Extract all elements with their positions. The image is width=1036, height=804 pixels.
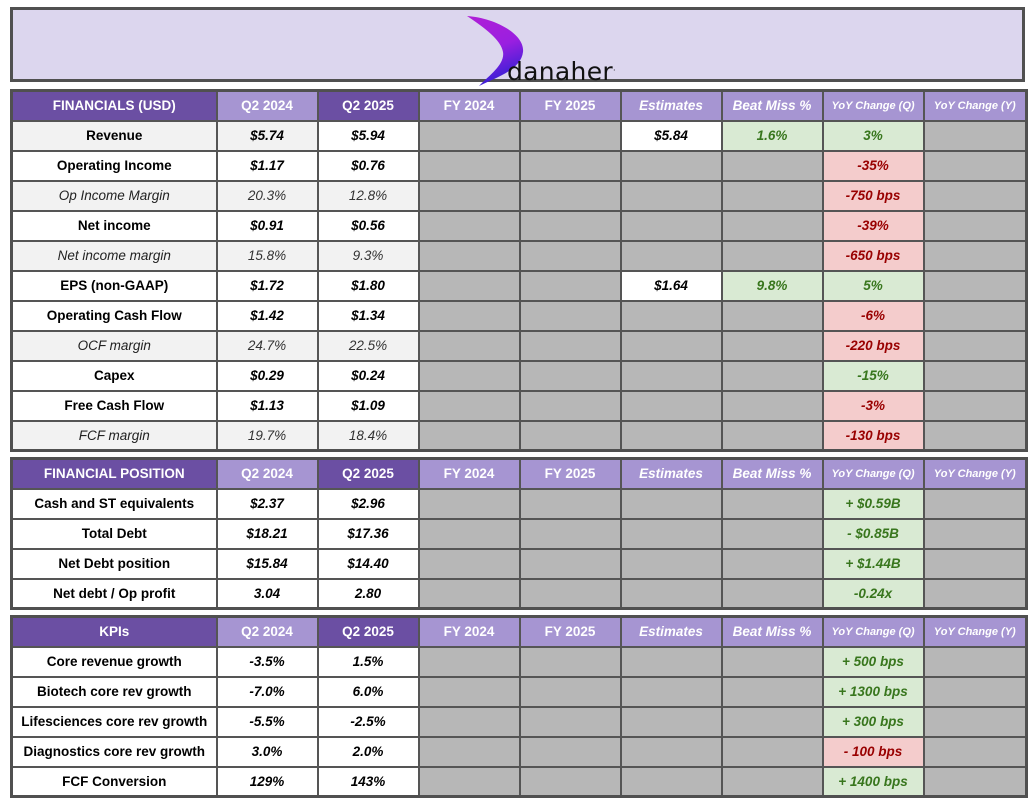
- empty-cell: [722, 391, 823, 421]
- empty-cell: [722, 151, 823, 181]
- empty-cell: [419, 647, 520, 677]
- empty-cell: [924, 361, 1027, 391]
- empty-cell: [924, 519, 1027, 549]
- cell-yoy-q: -6%: [823, 301, 924, 331]
- cell-value: $2.37: [217, 489, 318, 519]
- empty-cell: [722, 211, 823, 241]
- row-label: FCF Conversion: [12, 767, 217, 797]
- section-title: KPIs: [12, 617, 217, 647]
- table-row: [12, 361, 1027, 391]
- cell-yoy-q: - 100 bps: [823, 737, 924, 767]
- cell-value: $1.09: [318, 391, 419, 421]
- cell-yoy-q: + 1300 bps: [823, 677, 924, 707]
- cell-value: $14.40: [318, 549, 419, 579]
- cell-yoy-q: - $0.85B: [823, 519, 924, 549]
- empty-cell: [419, 331, 520, 361]
- table-header-row: [12, 617, 1027, 647]
- cell-beat: 1.6%: [722, 121, 823, 151]
- row-label: Lifesciences core rev growth: [12, 707, 217, 737]
- empty-cell: [722, 737, 823, 767]
- cell-beat: 9.8%: [722, 271, 823, 301]
- empty-cell: [520, 707, 621, 737]
- empty-cell: [722, 579, 823, 609]
- row-label: Capex: [12, 361, 217, 391]
- row-label: EPS (non-GAAP): [12, 271, 217, 301]
- empty-cell: [722, 241, 823, 271]
- cell-value: 2.0%: [318, 737, 419, 767]
- empty-cell: [924, 579, 1027, 609]
- col-q2-2025: Q2 2025: [318, 91, 419, 121]
- empty-cell: [520, 647, 621, 677]
- row-label: Cash and ST equivalents: [12, 489, 217, 519]
- empty-cell: [722, 549, 823, 579]
- cell-yoy-q: + 500 bps: [823, 647, 924, 677]
- empty-cell: [621, 151, 722, 181]
- col-estimates: Estimates: [621, 617, 722, 647]
- empty-cell: [621, 677, 722, 707]
- row-label: FCF margin: [12, 421, 217, 451]
- empty-cell: [419, 271, 520, 301]
- empty-cell: [924, 707, 1027, 737]
- empty-cell: [621, 549, 722, 579]
- cell-yoy-q: -650 bps: [823, 241, 924, 271]
- col-fy-2025: FY 2025: [520, 617, 621, 647]
- empty-cell: [621, 391, 722, 421]
- cell-estimate: $1.64: [621, 271, 722, 301]
- brand-wordmark: danaher.: [507, 57, 616, 86]
- cell-estimate: $5.84: [621, 121, 722, 151]
- empty-cell: [924, 271, 1027, 301]
- col-estimates: Estimates: [621, 459, 722, 489]
- col-beat-miss: Beat Miss %: [722, 617, 823, 647]
- table-header-row: [12, 459, 1027, 489]
- cell-value: -5.5%: [217, 707, 318, 737]
- row-label: Net Debt position: [12, 549, 217, 579]
- table-row: [12, 579, 1027, 609]
- empty-cell: [520, 677, 621, 707]
- empty-cell: [722, 301, 823, 331]
- cell-value: $5.74: [217, 121, 318, 151]
- row-label: Revenue: [12, 121, 217, 151]
- empty-cell: [419, 707, 520, 737]
- empty-cell: [621, 361, 722, 391]
- cell-yoy-q: 5%: [823, 271, 924, 301]
- table-header-row: [12, 91, 1027, 121]
- empty-cell: [520, 391, 621, 421]
- empty-cell: [621, 421, 722, 451]
- row-label: Operating Cash Flow: [12, 301, 217, 331]
- section-title: FINANCIAL POSITION: [12, 459, 217, 489]
- empty-cell: [621, 519, 722, 549]
- logo-banner: [10, 7, 1025, 86]
- empty-cell: [621, 579, 722, 609]
- col-yoy-y: YoY Change (Y): [924, 91, 1027, 121]
- empty-cell: [924, 331, 1027, 361]
- empty-cell: [621, 181, 722, 211]
- table-row: [12, 211, 1027, 241]
- empty-cell: [419, 767, 520, 797]
- col-estimates: Estimates: [621, 91, 722, 121]
- empty-cell: [722, 331, 823, 361]
- empty-cell: [722, 647, 823, 677]
- empty-cell: [520, 489, 621, 519]
- table-row: [12, 121, 1027, 151]
- cell-value: 2.80: [318, 579, 419, 609]
- col-q2-2024: Q2 2024: [217, 617, 318, 647]
- empty-cell: [419, 579, 520, 609]
- row-label: Op Income Margin: [12, 181, 217, 211]
- row-label: Diagnostics core rev growth: [12, 737, 217, 767]
- table-row: [12, 391, 1027, 421]
- cell-value: $5.94: [318, 121, 419, 151]
- cell-value: $2.96: [318, 489, 419, 519]
- cell-value: 22.5%: [318, 331, 419, 361]
- empty-cell: [621, 489, 722, 519]
- cell-value: 3.04: [217, 579, 318, 609]
- cell-value: $18.21: [217, 519, 318, 549]
- cell-value: 6.0%: [318, 677, 419, 707]
- col-yoy-y: YoY Change (Y): [924, 617, 1027, 647]
- cell-value: $0.76: [318, 151, 419, 181]
- empty-cell: [419, 181, 520, 211]
- kpis-table: [10, 615, 1028, 798]
- cell-value: -7.0%: [217, 677, 318, 707]
- table-row: [12, 647, 1027, 677]
- cell-yoy-q: + $0.59B: [823, 489, 924, 519]
- empty-cell: [520, 331, 621, 361]
- table-row: [12, 151, 1027, 181]
- empty-cell: [520, 271, 621, 301]
- cell-yoy-q: -130 bps: [823, 421, 924, 451]
- col-yoy-q: YoY Change (Q): [823, 91, 924, 121]
- row-label: Net income margin: [12, 241, 217, 271]
- table-row: [12, 301, 1027, 331]
- col-beat-miss: Beat Miss %: [722, 459, 823, 489]
- empty-cell: [924, 181, 1027, 211]
- cell-value: $0.56: [318, 211, 419, 241]
- cell-value: 15.8%: [217, 241, 318, 271]
- financial-position-table: [10, 457, 1028, 610]
- cell-value: -2.5%: [318, 707, 419, 737]
- col-beat-miss: Beat Miss %: [722, 91, 823, 121]
- row-label: Total Debt: [12, 519, 217, 549]
- empty-cell: [924, 211, 1027, 241]
- empty-cell: [520, 181, 621, 211]
- cell-value: $1.13: [217, 391, 318, 421]
- row-label: Net debt / Op profit: [12, 579, 217, 609]
- empty-cell: [924, 549, 1027, 579]
- table-row: [12, 489, 1027, 519]
- cell-yoy-q: 3%: [823, 121, 924, 151]
- empty-cell: [924, 121, 1027, 151]
- empty-cell: [621, 331, 722, 361]
- empty-cell: [722, 421, 823, 451]
- empty-cell: [924, 421, 1027, 451]
- cell-yoy-q: -220 bps: [823, 331, 924, 361]
- empty-cell: [520, 519, 621, 549]
- empty-cell: [621, 767, 722, 797]
- table-row: [12, 421, 1027, 451]
- cell-value: $1.72: [217, 271, 318, 301]
- cell-value: $0.24: [318, 361, 419, 391]
- row-label: OCF margin: [12, 331, 217, 361]
- section-title: FINANCIALS (USD): [12, 91, 217, 121]
- empty-cell: [520, 767, 621, 797]
- col-yoy-q: YoY Change (Q): [823, 459, 924, 489]
- cell-yoy-q: -750 bps: [823, 181, 924, 211]
- empty-cell: [924, 241, 1027, 271]
- col-yoy-q: YoY Change (Q): [823, 617, 924, 647]
- cell-value: 19.7%: [217, 421, 318, 451]
- cell-value: $15.84: [217, 549, 318, 579]
- col-fy-2025: FY 2025: [520, 459, 621, 489]
- empty-cell: [419, 151, 520, 181]
- empty-cell: [520, 241, 621, 271]
- empty-cell: [419, 421, 520, 451]
- empty-cell: [621, 241, 722, 271]
- table-row: [12, 737, 1027, 767]
- empty-cell: [419, 361, 520, 391]
- empty-cell: [419, 121, 520, 151]
- empty-cell: [621, 647, 722, 677]
- table-row: [12, 331, 1027, 361]
- empty-cell: [722, 677, 823, 707]
- cell-value: 129%: [217, 767, 318, 797]
- cell-value: $1.42: [217, 301, 318, 331]
- cell-value: 20.3%: [217, 181, 318, 211]
- col-yoy-y: YoY Change (Y): [924, 459, 1027, 489]
- empty-cell: [520, 121, 621, 151]
- row-label: Biotech core rev growth: [12, 677, 217, 707]
- empty-cell: [520, 151, 621, 181]
- empty-cell: [520, 361, 621, 391]
- cell-value: 1.5%: [318, 647, 419, 677]
- table-row: [12, 707, 1027, 737]
- col-fy-2025: FY 2025: [520, 91, 621, 121]
- col-q2-2024: Q2 2024: [217, 459, 318, 489]
- cell-value: $1.17: [217, 151, 318, 181]
- table-row: [12, 181, 1027, 211]
- cell-value: -3.5%: [217, 647, 318, 677]
- cell-value: 12.8%: [318, 181, 419, 211]
- empty-cell: [924, 737, 1027, 767]
- empty-cell: [520, 421, 621, 451]
- cell-value: 9.3%: [318, 241, 419, 271]
- empty-cell: [419, 519, 520, 549]
- empty-cell: [419, 737, 520, 767]
- row-label: Free Cash Flow: [12, 391, 217, 421]
- cell-yoy-q: + $1.44B: [823, 549, 924, 579]
- empty-cell: [419, 211, 520, 241]
- empty-cell: [924, 301, 1027, 331]
- col-q2-2025: Q2 2025: [318, 617, 419, 647]
- cell-value: 24.7%: [217, 331, 318, 361]
- cell-value: $0.29: [217, 361, 318, 391]
- empty-cell: [419, 489, 520, 519]
- empty-cell: [419, 677, 520, 707]
- cell-value: 143%: [318, 767, 419, 797]
- empty-cell: [722, 707, 823, 737]
- empty-cell: [419, 301, 520, 331]
- empty-cell: [520, 737, 621, 767]
- row-label: Net income: [12, 211, 217, 241]
- table-row: [12, 677, 1027, 707]
- empty-cell: [924, 489, 1027, 519]
- empty-cell: [621, 707, 722, 737]
- col-fy-2024: FY 2024: [419, 459, 520, 489]
- cell-yoy-q: -15%: [823, 361, 924, 391]
- table-row: [12, 549, 1027, 579]
- danaher-logo: [465, 14, 616, 88]
- col-q2-2024: Q2 2024: [217, 91, 318, 121]
- empty-cell: [520, 549, 621, 579]
- financials-table: [10, 89, 1028, 452]
- col-q2-2025: Q2 2025: [318, 459, 419, 489]
- table-row: [12, 241, 1027, 271]
- cell-yoy-q: -35%: [823, 151, 924, 181]
- cell-yoy-q: -3%: [823, 391, 924, 421]
- empty-cell: [924, 767, 1027, 797]
- empty-cell: [924, 391, 1027, 421]
- cell-value: $17.36: [318, 519, 419, 549]
- empty-cell: [520, 301, 621, 331]
- cell-value: $1.80: [318, 271, 419, 301]
- empty-cell: [924, 647, 1027, 677]
- table-row: [12, 767, 1027, 797]
- table-row: [12, 519, 1027, 549]
- row-label: Operating Income: [12, 151, 217, 181]
- empty-cell: [722, 181, 823, 211]
- empty-cell: [520, 579, 621, 609]
- cell-yoy-q: -39%: [823, 211, 924, 241]
- cell-value: 18.4%: [318, 421, 419, 451]
- empty-cell: [520, 211, 621, 241]
- col-fy-2024: FY 2024: [419, 617, 520, 647]
- empty-cell: [419, 241, 520, 271]
- row-label: Core revenue growth: [12, 647, 217, 677]
- empty-cell: [722, 767, 823, 797]
- cell-yoy-q: + 300 bps: [823, 707, 924, 737]
- cell-value: $1.34: [318, 301, 419, 331]
- empty-cell: [924, 151, 1027, 181]
- cell-yoy-q: -0.24x: [823, 579, 924, 609]
- cell-value: 3.0%: [217, 737, 318, 767]
- empty-cell: [924, 677, 1027, 707]
- table-row: [12, 271, 1027, 301]
- empty-cell: [419, 549, 520, 579]
- empty-cell: [722, 489, 823, 519]
- cell-yoy-q: + 1400 bps: [823, 767, 924, 797]
- empty-cell: [722, 519, 823, 549]
- col-fy-2024: FY 2024: [419, 91, 520, 121]
- empty-cell: [722, 361, 823, 391]
- empty-cell: [621, 211, 722, 241]
- empty-cell: [621, 301, 722, 331]
- cell-value: $0.91: [217, 211, 318, 241]
- empty-cell: [419, 391, 520, 421]
- empty-cell: [621, 737, 722, 767]
